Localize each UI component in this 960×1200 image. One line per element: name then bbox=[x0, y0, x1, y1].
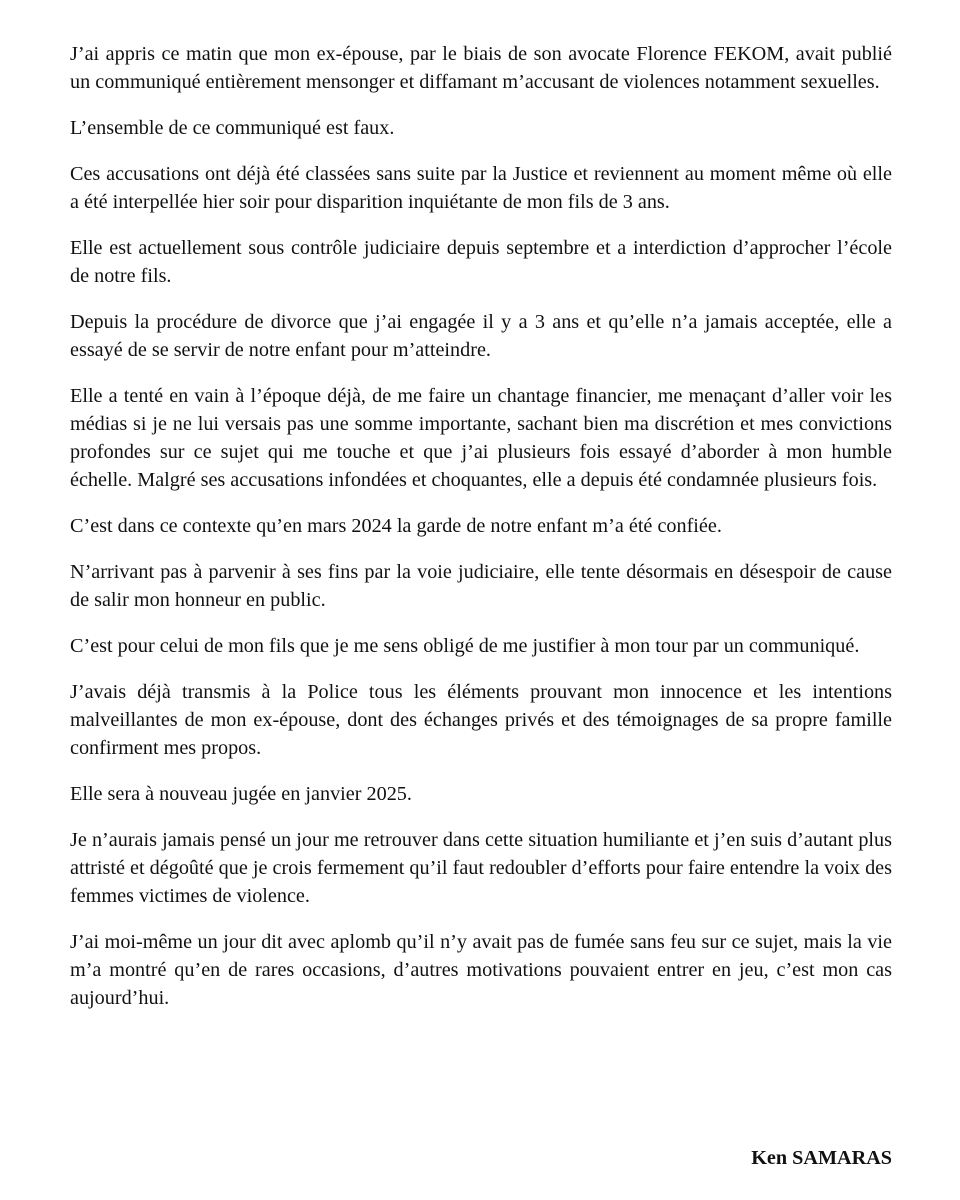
paragraph-4: Elle est actuellement sous contrôle judiciaire depuis septembre et a interdiction d’approcher l’école de notre fils. bbox=[70, 237, 892, 287]
paragraph-5: Depuis la procédure de divorce que j’ai engagée il y a 3 ans et qu’elle n’a jamais acceptée, elle a essayé de se servir de notre enfant pour m’atteindre. bbox=[70, 311, 892, 361]
paragraph-9: C’est pour celui de mon fils que je me sens obligé de me justifier à mon tour par un communiqué. bbox=[70, 635, 860, 657]
paragraph-13: J’ai moi-même un jour dit avec aplomb qu’il n’y avait pas de fumée sans feu sur ce sujet, mais la vie m’a montré qu’en de rares occasions, d’autres motivations pouvaient entrer en jeu, c’est mon cas aujourd’hui. bbox=[70, 931, 892, 1009]
statement-body bbox=[70, 40, 892, 1030]
paragraph-1: J’ai appris ce matin que mon ex-épouse, par le biais de son avocate Florence FEKOM, avait publié un communiqué entièrement mensonger et diffamant m’accusant de violences notamment sexuelles. bbox=[70, 43, 892, 93]
paragraph-2: L’ensemble de ce communiqué est faux. bbox=[70, 117, 395, 139]
paragraph-12: Je n’aurais jamais pensé un jour me retrouver dans cette situation humiliante et j’en suis d’autant plus attristé et dégoûté que je crois fermement qu’il faut redoubler d’efforts pour faire entendre la voix des femmes victimes de violence. bbox=[70, 829, 892, 907]
paragraph-7: C’est dans ce contexte qu’en mars 2024 la garde de notre enfant m’a été confiée. bbox=[70, 515, 722, 537]
paragraph-3: Ces accusations ont déjà été classées sans suite par la Justice et reviennent au moment même où elle a été interpellée hier soir pour disparition inquiétante de mon fils de 3 ans. bbox=[70, 163, 892, 213]
paragraph-10: J’avais déjà transmis à la Police tous les éléments prouvant mon innocence et les intentions malveillantes de mon ex-épouse, dont des échanges privés et des témoignages de sa propre famille confirment mes propos. bbox=[70, 681, 892, 759]
signature: Ken SAMARAS bbox=[751, 1147, 892, 1169]
paragraph-6: Elle a tenté en vain à l’époque déjà, de me faire un chantage financier, me menaçant d’aller voir les médias si je ne lui versais pas une somme importante, sachant bien ma discrétion et mes convictions profondes sur ce sujet qui me touche et que j’ai plusieurs fois essayé d’aborder à mon humble échelle. Malgré ses accusations infondées et choquantes, elle a depuis été condamnée plusieurs fois. bbox=[70, 385, 892, 491]
paragraph-8: N’arrivant pas à parvenir à ses fins par la voie judiciaire, elle tente désormais en désespoir de cause de salir mon honneur en public. bbox=[70, 561, 892, 611]
paragraph-11: Elle sera à nouveau jugée en janvier 2025. bbox=[70, 783, 412, 805]
